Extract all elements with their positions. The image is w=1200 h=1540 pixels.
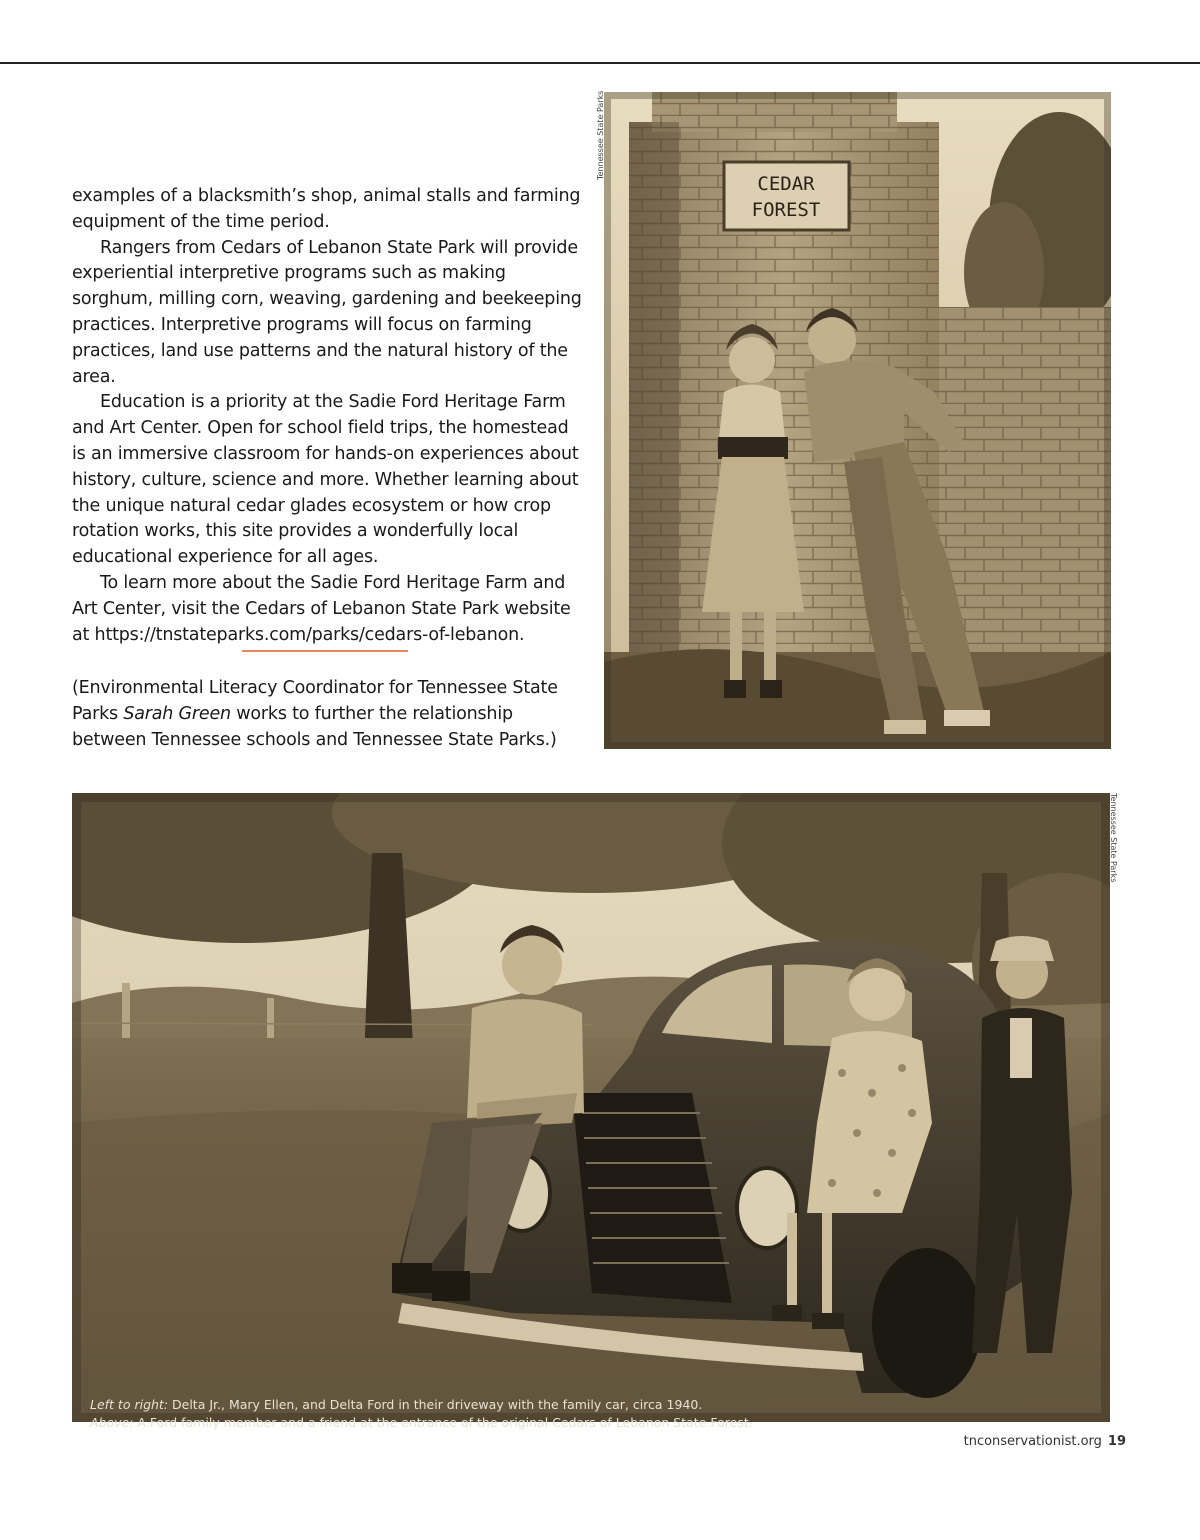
bio-text-before: (Environmental Literacy Coordinator for Tennessee State Parks — [72, 678, 558, 724]
caption-line-2 — [90, 1414, 990, 1432]
photo-credit-bottom: Tennessee State Parks — [1109, 793, 1118, 883]
page-number: 19 — [1107, 1434, 1126, 1449]
bio-text-after: works to further the relationship between Tennessee schools and Tennessee State Parks.) — [72, 703, 557, 750]
photo-caption — [90, 1396, 990, 1432]
footer-site: tnconservationist.org — [963, 1434, 1102, 1449]
photo-credit-top: Tennessee State Parks — [596, 90, 605, 180]
caption-label-left-to-right: Left to right: — [90, 1397, 169, 1412]
section-divider — [242, 650, 408, 652]
article-body — [72, 184, 582, 648]
caption-text-2: A Ford family member and a friend at the entrance of the original Cedars of Lebanon State Forest. — [133, 1415, 753, 1430]
body-paragraph-2: Rangers from Cedars of Lebanon State Park will provide experiential interpretive programs such as making sorghum, milling corn, weaving, gardening and beekeeping practices. Interpretive programs will focus on farming practices, land use patterns and the natural history of the area. — [72, 237, 582, 387]
photo-cedar-forest-illustration — [604, 92, 1111, 749]
body-paragraph-3: Education is a priority at the Sadie Ford Heritage Farm and Art Center. Open for school field trips, the homestead is an immersive classroom for hands-on experiences about history, culture, science and more. Whether learning about the unique natural cedar glades ecosystem or how crop rotation works, this site provides a wonderfully local educational experience for all ages. — [72, 392, 579, 568]
author-name: Sarah Green — [123, 703, 231, 724]
caption-line-1 — [90, 1396, 990, 1414]
body-paragraph-1: examples of a blacksmith’s shop, animal stalls and farming equipment of the time period. — [72, 186, 581, 232]
author-bio-text — [72, 676, 582, 753]
photo-family-car — [72, 793, 1110, 1422]
photo-cedar-forest-entrance — [604, 92, 1111, 749]
photo-family-car-illustration — [72, 793, 1110, 1422]
top-rule — [0, 62, 1200, 64]
body-paragraph-4: To learn more about the Sadie Ford Heritage Farm and Art Center, visit the Cedars of Lebanon State Park website at https://tnstateparks.com/parks/cedars-of-lebanon. — [72, 572, 571, 645]
sign-line-1: CEDAR — [757, 173, 815, 195]
sign-line-2: FOREST — [751, 199, 821, 221]
caption-label-above: Above: — [90, 1415, 134, 1430]
page-footer — [964, 1434, 1126, 1449]
author-bio — [72, 676, 582, 753]
caption-text-1: Delta Jr., Mary Ellen, and Delta Ford in their driveway with the family car, circa 1940. — [168, 1397, 703, 1412]
